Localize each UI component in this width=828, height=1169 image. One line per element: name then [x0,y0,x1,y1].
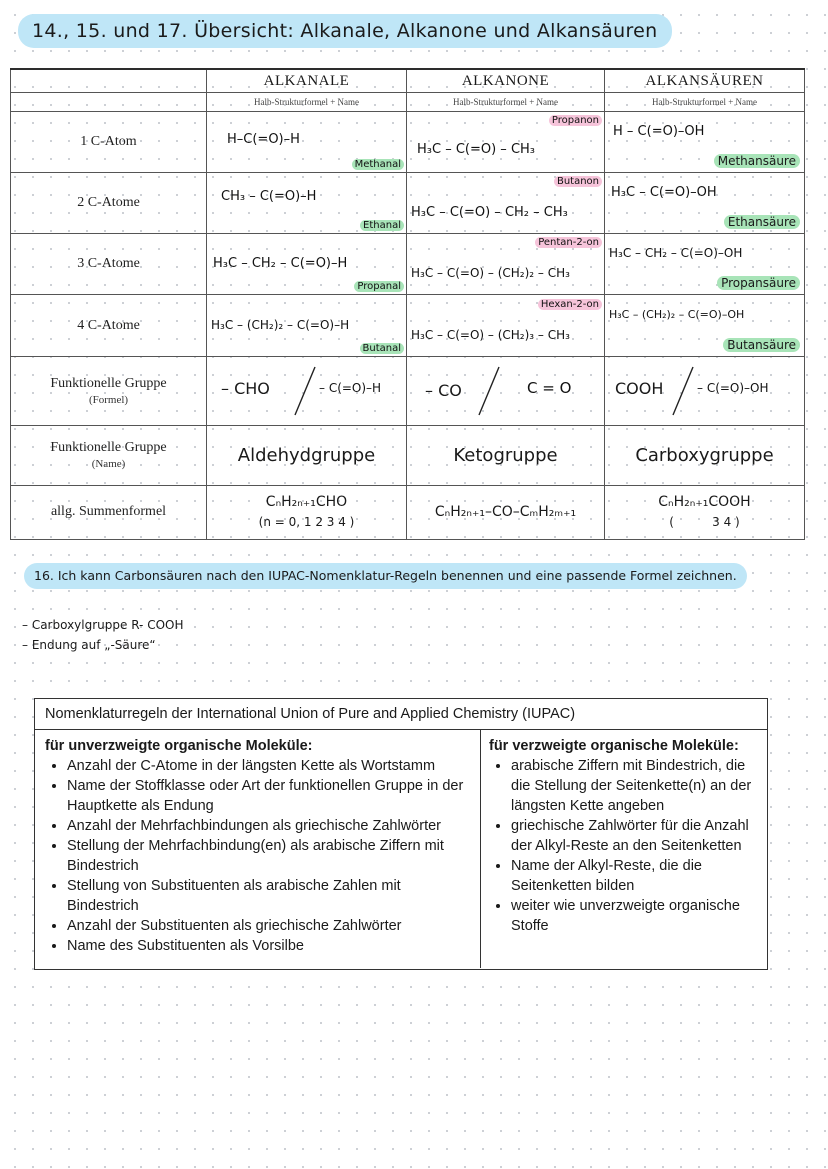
list-item: • weiter wie unverzweigte organische Stoffe [511,896,759,936]
list-item: • Anzahl der Mehrfachbindungen als griechische Zahlwörter [67,816,470,836]
saeure-formula: H₃C – (CH₂)₂ – C(=O)–OH [609,307,745,321]
row-label-func-formula [11,356,207,425]
alkanon-formula: H₃C – C(=O) – (CH₂)₃ – CH₃ [411,327,570,342]
list-item: • arabische Ziffern mit Bindestrich, die die Stellung der Seitenkette(n) an der längsten Kette angeben [511,756,759,816]
list-item: • Name des Substituenten als Vorsilbe [67,936,470,956]
bullet-endung: – Endung auf „-Säure“ [22,638,156,652]
alkanon-formula: H₃C – C(=O) – CH₃ [417,142,536,158]
func-alkanon: – CO [425,380,462,400]
alkanon-name: Propanon [549,115,602,126]
list-item: • Stellung von Substituenten als arabische Zahlen mit Bindestrich [67,876,470,916]
col-header-alkanale: ALKANALE [207,69,407,93]
bullet-carboxylgruppe: – Carboxylgruppe R- COOH [22,618,184,632]
func-alkanon-struct: C = O [527,378,572,397]
alkanon-name: Hexan-2-on [538,299,602,310]
iupac-left-list [45,756,470,956]
subheader-alkansaeuren: Halb-Strukturformel + Name [605,93,805,112]
iupac-header: Nomenklaturregeln der International Union of Pure and Applied Chemistry (IUPAC) [35,699,767,730]
alkanon-formula: H₃C – C(=O) – CH₂ – CH₃ [411,205,568,221]
list-item: • Name der Alkyl-Reste, die die Seitenketten bilden [511,856,759,896]
divider-slash [477,365,501,417]
saeure-name: Ethansäure [724,215,800,229]
summen-saeure: CₙH₂ₙ₊₁COOH [658,494,751,511]
label-sub: (Formel) [88,393,129,406]
iupac-left-title: für unverzweigte organische Moleküle: [45,738,313,754]
summen-alkanal-note: (n = 0, 1 2 3 4 ) [258,515,355,530]
iupac-box [34,698,768,970]
alkanal-name: Propanal [354,281,404,292]
iupac-right-title: für verzweigte organische Moleküle: [489,738,739,754]
alkanal-formula: H₃C – (CH₂)₂ – C(=O)–H [211,317,350,332]
alkanal-formula: H₃C – CH₂ – C(=O)–H [213,256,348,272]
alkanal-name: Ethanal [360,220,404,231]
page-title: 14., 15. und 17. Übersicht: Alkanale, Alkanone und Alkansäuren [18,14,672,48]
saeure-name: Butansäure [723,338,800,352]
func-alkanal: – CHO [221,378,270,398]
func-name-saeure: Carboxygruppe [605,425,805,485]
list-item: • Stellung der Mehrfachbindung(en) als arabische Ziffern mit Bindestrich [67,836,470,876]
row-label-func-name [11,425,207,485]
iupac-left-column [35,730,481,968]
alkanal-formula: H–C(=O)–H [227,132,300,148]
label-text: Funktionelle Gruppe [50,440,167,456]
func-name-alkanon: Ketogruppe [407,425,605,485]
alkanal-name: Methanal [352,159,404,170]
func-saeure-struct: – C(=O)–OH [697,380,769,395]
alkanal-formula: CH₃ – C(=O)–H [221,189,317,205]
col-header-alkansaeuren: ALKANSÄUREN [605,69,805,93]
summen-alkanon: CₙH₂ₙ₊₁–CO–CₘH₂ₘ₊₁ [434,504,577,521]
subheader-empty [11,93,207,112]
list-item: • Anzahl der C-Atome in der längsten Kette als Wortstamm [67,756,470,776]
alkanon-name: Butanon [554,176,602,187]
goal-16-note: 16. Ich kann Carbonsäuren nach den IUPAC-Nomenklatur-Regeln benennen und eine passende Formel zeichnen. [24,563,747,589]
saeure-name: Propansäure [717,276,800,290]
label-text: Funktionelle Gruppe [50,375,167,391]
saeure-formula: H – C(=O)–OH [613,124,705,140]
list-item: • Anzahl der Substituenten als griechische Zahlwörter [67,916,470,936]
list-item: • Name der Stoffklasse oder Art der funktionellen Gruppe in der Hauptkette als Endung [67,776,470,816]
alkanal-name: Butanal [360,343,405,354]
saeure-formula: H₃C – CH₂ – C(=O)–OH [609,246,743,261]
summen-alkanal: CₙH₂ₙ₊₁CHO [265,494,348,511]
func-saeure: COOH [615,378,664,398]
label-sub: (Name) [91,458,126,471]
row-label: 4 C-Atome [11,295,207,356]
row-label: 1 C-Atom [11,112,207,173]
subheader-alkanale: Halb-Strukturformel + Name [207,93,407,112]
iupac-right-column [481,730,767,968]
col-header-alkanone: ALKANONE [407,69,605,93]
summen-saeure-note: ( 3 4 ) [669,515,740,530]
list-item: • griechische Zahlwörter für die Anzahl der Alkyl-Reste an den Seitenketten [511,816,759,856]
saeure-formula: H₃C – C(=O)–OH [611,185,717,201]
row-label: 2 C-Atome [11,173,207,234]
alkanon-name: Pentan-2-on [535,237,602,248]
subheader-alkanone: Halb-Strukturformel + Name [407,93,605,112]
divider-slash [671,365,695,417]
row-label-summenformel: allg. Summenformel [11,485,207,539]
func-name-alkanal: Aldehydgruppe [207,425,407,485]
func-alkanal-struct: – C(=O)–H [319,380,382,395]
saeure-name: Methansäure [714,154,800,168]
iupac-right-list [489,756,759,936]
corner-cell [11,69,207,93]
divider-slash [293,365,317,417]
row-label: 3 C-Atome [11,234,207,295]
overview-table [10,68,805,540]
alkanon-formula: H₃C – C(=O) – (CH₂)₂ – CH₃ [411,266,570,281]
